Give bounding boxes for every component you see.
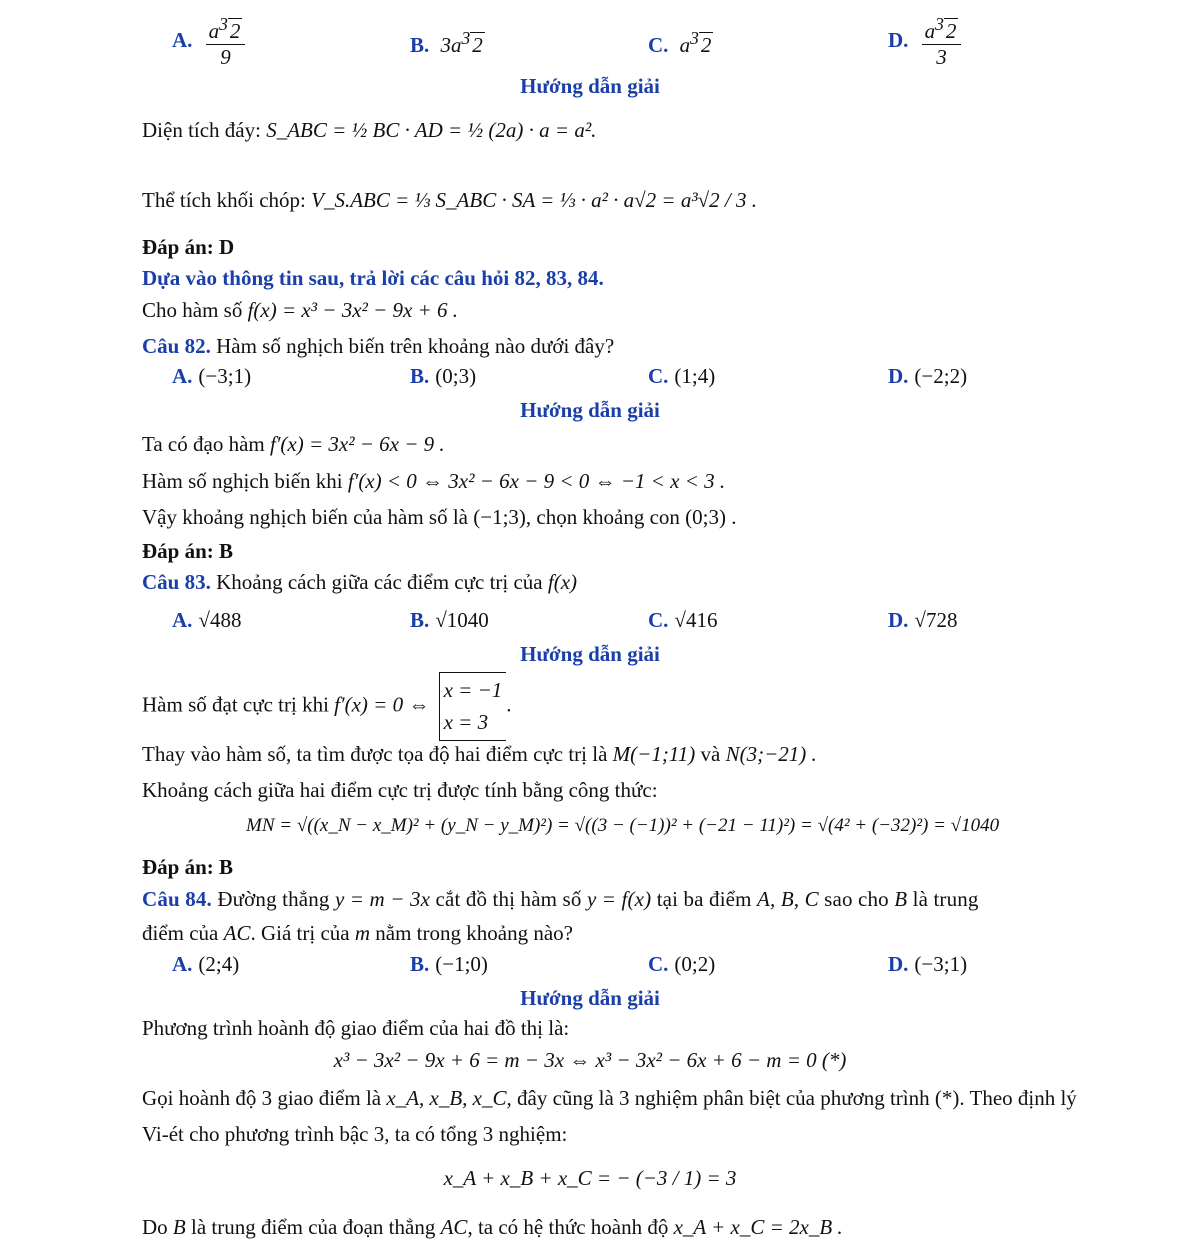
q81-option-d: D. $\frac{a^32}{3}$ — [888, 14, 963, 70]
q81-option-c-value: $a^32$ — [679, 28, 712, 57]
q82-answer: Đáp án: B — [142, 539, 234, 563]
q84-option-d: D. (−3;1) — [888, 952, 968, 976]
q81-option-b-value: $3a^32$ — [440, 28, 483, 57]
q83-answer: Đáp án: B — [142, 855, 234, 879]
guide-heading-1: Hướng dẫn giải — [520, 74, 660, 98]
q84-sol-line-1: Phương trình hoành độ giao điểm của hai đồ thị là: — [142, 1016, 570, 1040]
q81-volume-line: Thể tích khối chóp: V_S.ABC = ⅓ S_ABC · SA = ⅓ · a² · a√2 = a³√2 / 3 . — [142, 188, 757, 212]
guide-heading-4: Hướng dẫn giải — [520, 986, 660, 1010]
q83-question: Câu 83. Khoảng cách giữa các điểm cực trị của f(x) — [142, 570, 578, 594]
q81-option-a: A. $\frac{a^32}{9}$ — [172, 14, 247, 70]
q84-equation-1: x³ − 3x² − 9x + 6 = m − 3x ⇔ x³ − 3x² − 6x + 6 − m = 0 (*) — [333, 1048, 847, 1072]
q82-option-a: A. (−3;1) — [172, 364, 252, 388]
q84-sol-line-4: Do B là trung điểm của đoạn thẳng AC, ta có hệ thức hoành độ x_A + x_C = 2x_B . — [142, 1215, 843, 1239]
q82-option-c: C. (1;4) — [648, 364, 716, 388]
q84-option-a: A. (2;4) — [172, 952, 240, 976]
q82-option-d: D. (−2;2) — [888, 364, 968, 388]
q83-sol-line-1: Hàm số đạt cực trị khi f′(x) = 0 ⇔ x = −1 x = 3. — [142, 672, 512, 741]
q83-sol-line-2: Thay vào hàm số, ta tìm được tọa độ hai điểm cực trị là M(−1;11) và N(3;−21) . — [142, 742, 817, 766]
q81-option-a-value: $\frac{a^32}{9}$ — [206, 14, 246, 70]
q81-option-c: C. $a^32$ — [648, 28, 712, 57]
q84-equation-2: x_A + x_B + x_C = − (−3 / 1) = 3 — [443, 1166, 737, 1190]
q84-option-b: B. (−1;0) — [410, 952, 488, 976]
q81-volume-formula: V_S.ABC = ⅓ S_ABC · SA = ⅓ · a² · a√2 = a³√2 / 3 . — [311, 188, 757, 212]
q81-area-line: Diện tích đáy: S_ABC = ½ BC · AD = ½ (2a) · a = a². — [142, 118, 597, 142]
q82-question: Câu 82. Hàm số nghịch biến trên khoảng nào dưới đây? — [142, 334, 615, 358]
q84-question-line-2: điểm của AC. Giá trị của m nằm trong khoảng nào? — [142, 921, 573, 945]
q84-option-c: C. (0;2) — [648, 952, 716, 976]
q82-sol-line-2: Hàm số nghịch biến khi f′(x) < 0 ⇔ 3x² − 6x − 9 < 0 ⇔ −1 < x < 3 . — [142, 469, 726, 493]
q83-option-a: A. √488 — [172, 608, 242, 632]
q83-sol-line-3: Khoảng cách giữa hai điểm cực trị được tính bằng công thức: — [142, 778, 658, 802]
q82-option-b: B. (0;3) — [410, 364, 477, 388]
function-line: Cho hàm số f(x) = x³ − 3x² − 9x + 6 . — [142, 298, 458, 322]
guide-heading-2: Hướng dẫn giải — [520, 398, 660, 422]
q84-sol-line-3: Vi-ét cho phương trình bậc 3, ta có tổng 3 nghiệm: — [142, 1122, 568, 1146]
function-def: f(x) = x³ − 3x² − 9x + 6 . — [247, 298, 458, 322]
q81-answer: Đáp án: D — [142, 235, 235, 259]
q81-option-d-value: $\frac{a^32}{3}$ — [922, 14, 962, 70]
guide-heading-3: Hướng dẫn giải — [520, 642, 660, 666]
q82-sol-line-1: Ta có đạo hàm f′(x) = 3x² − 6x − 9 . — [142, 432, 445, 456]
q83-cases-bracket: x = −1 x = 3 — [439, 672, 507, 741]
shared-info: Dựa vào thông tin sau, trả lời các câu hỏi 82, 83, 84. — [142, 266, 604, 290]
q84-sol-line-2: Gọi hoành độ 3 giao điểm là x_A, x_B, x_C, đây cũng là 3 nghiệm phân biệt của phương trình (*). Theo định lý — [142, 1086, 1077, 1110]
q83-option-c: C. √416 — [648, 608, 718, 632]
q84-question-line-1: Câu 84. Đường thẳng y = m − 3x cắt đồ thị hàm số y = f(x) tại ba điểm A, B, C sao cho B là trung — [142, 887, 979, 911]
q81-option-b: B. $3a^32$ — [410, 28, 483, 57]
q83-option-d: D. √728 — [888, 608, 958, 632]
q82-sol-line-3: Vậy khoảng nghịch biến của hàm số là (−1;3), chọn khoảng con (0;3) . — [142, 505, 737, 529]
q81-area-formula: S_ABC = ½ BC · AD = ½ (2a) · a = a². — [266, 118, 597, 142]
q83-distance-formula: MN = √((x_N − x_M)² + (y_N − y_M)²) = √((3 − (−1))² + (−21 − 11)²) = √(4² + (−32)²) = √1040 — [246, 815, 1000, 836]
q83-option-b: B. √1040 — [410, 608, 489, 632]
